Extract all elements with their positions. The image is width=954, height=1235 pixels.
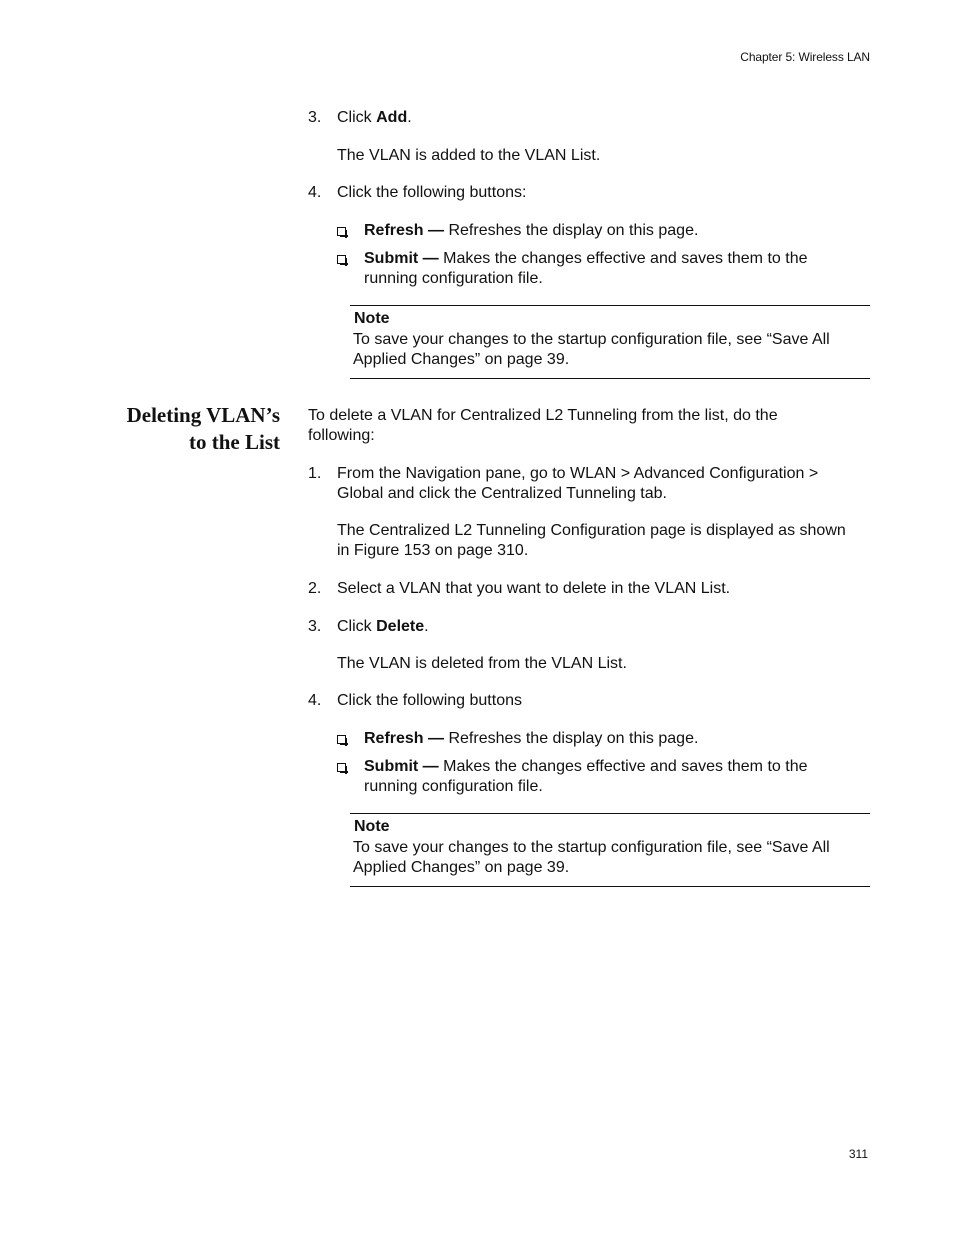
note-body: To save your changes to the startup configuration file, see “Save All Applied Changes” on page 39. bbox=[353, 331, 830, 368]
page-number: 311 bbox=[848, 1147, 868, 1161]
step-number: 3. bbox=[308, 618, 322, 635]
step-text: From the Navigation pane, go to WLAN > Advanced Configuration > Global and click the Centralized Tunneling tab. bbox=[337, 465, 819, 502]
step-result: The Centralized L2 Tunneling Configuration page is displayed as shown in Figure 153 on page 310. bbox=[337, 522, 846, 559]
note-label: Note bbox=[354, 818, 390, 835]
step-text: Click Delete. bbox=[337, 618, 429, 635]
chapter-header: Chapter 5: Wireless LAN bbox=[740, 50, 870, 64]
step-number: 2. bbox=[308, 580, 322, 597]
delete-label: Delete bbox=[376, 618, 425, 635]
step-result: The VLAN is deleted from the VLAN List. bbox=[337, 655, 627, 672]
add-label: Add bbox=[376, 109, 408, 126]
checkbox-bullet-icon bbox=[337, 227, 346, 236]
step-number: 4. bbox=[308, 692, 322, 709]
checkbox-bullet-icon bbox=[337, 735, 346, 744]
step-number: 3. bbox=[308, 109, 322, 126]
bullet-item: Submit — Makes the changes effective and saves them to the running configuration file. bbox=[364, 250, 808, 287]
bullet-item: Refresh — Refreshes the display on this page. bbox=[364, 730, 699, 747]
step-text: Click the following buttons bbox=[337, 692, 522, 709]
bullet-item: Submit — Makes the changes effective and saves them to the running configuration file. bbox=[364, 758, 808, 795]
note-box bbox=[350, 305, 870, 379]
note-box bbox=[350, 813, 870, 887]
section-title: Deleting VLAN’s to the List bbox=[126, 403, 280, 454]
step-text: Click the following buttons: bbox=[337, 184, 527, 201]
note-label: Note bbox=[354, 310, 390, 327]
checkbox-bullet-icon bbox=[337, 255, 346, 264]
step-text: Select a VLAN that you want to delete in the VLAN List. bbox=[337, 580, 731, 597]
step-result: The VLAN is added to the VLAN List. bbox=[337, 147, 601, 164]
step-number: 4. bbox=[308, 184, 322, 201]
step-text: Click Add. bbox=[337, 109, 412, 126]
bullet-item: Refresh — Refreshes the display on this page. bbox=[364, 222, 699, 239]
note-body: To save your changes to the startup configuration file, see “Save All Applied Changes” on page 39. bbox=[353, 839, 830, 876]
checkbox-bullet-icon bbox=[337, 763, 346, 772]
step-number: 1. bbox=[308, 465, 322, 482]
section-intro: To delete a VLAN for Centralized L2 Tunneling from the list, do the following: bbox=[308, 407, 778, 444]
